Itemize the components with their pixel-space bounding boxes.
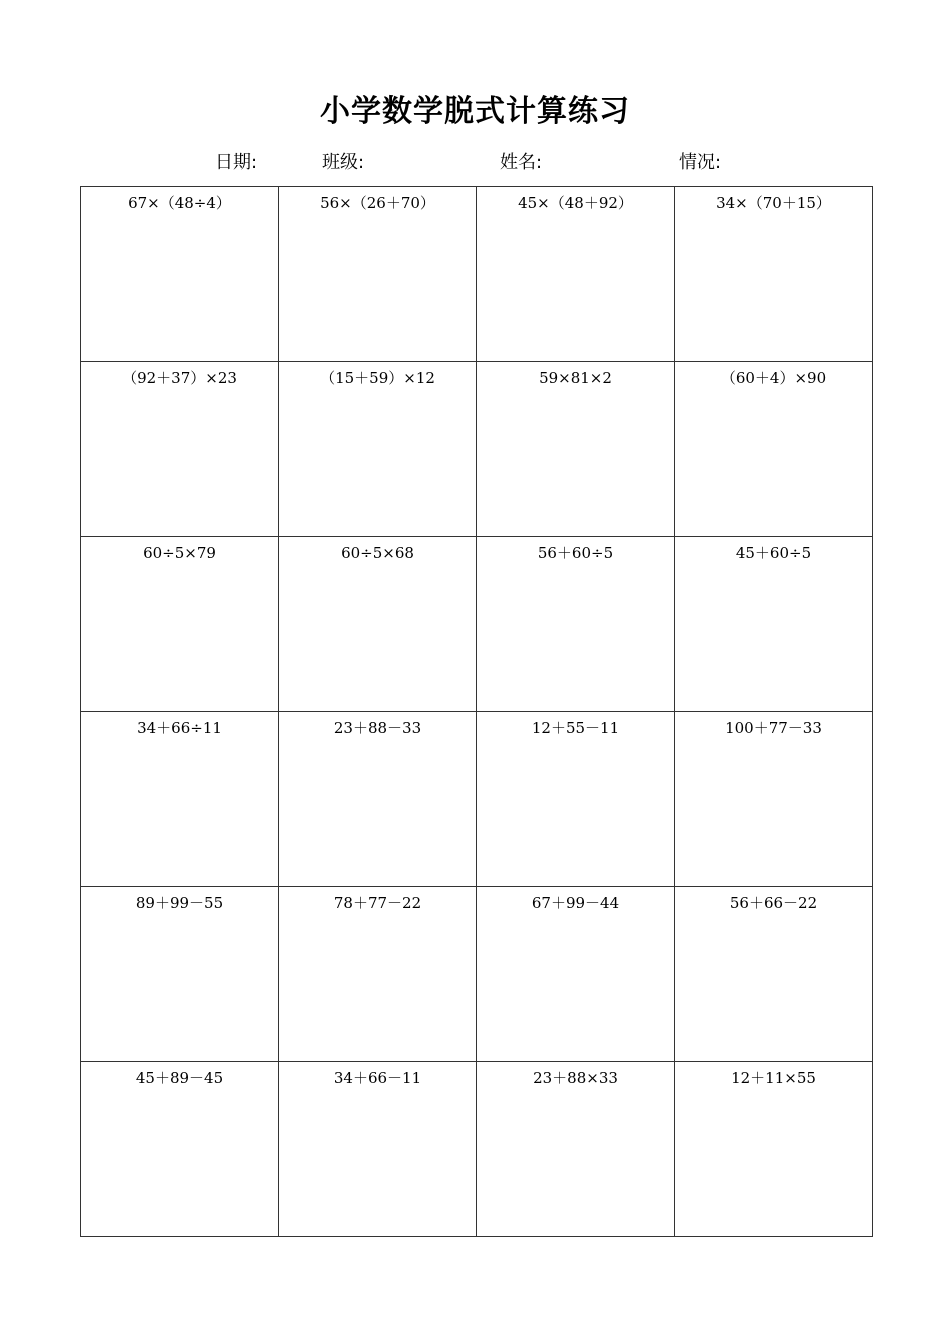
problem-text: 56×（26＋70）: [320, 194, 435, 212]
problem-cell[interactable]: [477, 362, 675, 537]
problem-text: 78＋77－22: [333, 894, 422, 912]
problem-row: [81, 1062, 873, 1237]
problem-cell[interactable]: [279, 537, 477, 712]
problem-text: 60÷5×68: [341, 544, 414, 562]
problem-row: [81, 187, 873, 362]
problem-text: 45＋89－45: [135, 1069, 224, 1087]
problem-text: 23＋88－33: [333, 719, 422, 737]
info-row: [0, 150, 950, 176]
problem-cell[interactable]: [477, 712, 675, 887]
problem-text: 12＋55－11: [531, 719, 620, 737]
problem-row: [81, 887, 873, 1062]
problem-text: 34＋66－11: [333, 1069, 422, 1087]
problem-cell[interactable]: [279, 887, 477, 1062]
problem-cell[interactable]: [279, 362, 477, 537]
date-label: 日期:: [215, 152, 258, 173]
problem-text: 12＋11×55: [731, 1069, 816, 1087]
problem-cell[interactable]: [675, 1062, 873, 1237]
problem-text: 34＋66÷11: [137, 719, 222, 737]
problem-text: 89＋99－55: [135, 894, 224, 912]
problem-text: 34×（70＋15）: [716, 194, 831, 212]
problem-cell[interactable]: [279, 1062, 477, 1237]
condition-label: 情况:: [679, 152, 722, 173]
problem-text: （15＋59）×12: [320, 369, 435, 387]
problem-cell[interactable]: [675, 187, 873, 362]
name-label: 姓名:: [500, 152, 543, 173]
problem-text: 23＋88×33: [533, 1069, 618, 1087]
problem-text: 67×（48÷4）: [128, 194, 231, 212]
problem-cell[interactable]: [675, 362, 873, 537]
problem-text: 45×（48＋92）: [518, 194, 633, 212]
problem-cell[interactable]: [477, 1062, 675, 1237]
problem-text: 56＋66－22: [729, 894, 818, 912]
problem-cell[interactable]: [477, 187, 675, 362]
problem-cell[interactable]: [81, 1062, 279, 1237]
problem-cell[interactable]: [81, 712, 279, 887]
problem-text: （92＋37）×23: [122, 369, 237, 387]
problem-row: [81, 712, 873, 887]
problem-cell[interactable]: [675, 537, 873, 712]
problem-grid: [80, 186, 873, 1237]
problem-text: 67＋99－44: [531, 894, 620, 912]
problem-cell[interactable]: [279, 712, 477, 887]
problem-cell[interactable]: [675, 887, 873, 1062]
problem-cell[interactable]: [81, 537, 279, 712]
problem-text: 100＋77－33: [725, 719, 822, 737]
problem-cell[interactable]: [477, 887, 675, 1062]
problem-cell[interactable]: [279, 187, 477, 362]
problem-cell[interactable]: [81, 187, 279, 362]
problem-row: [81, 362, 873, 537]
problem-row: [81, 537, 873, 712]
problem-cell[interactable]: [81, 362, 279, 537]
problem-text: 56＋60÷5: [537, 544, 614, 562]
problem-text: 59×81×2: [539, 369, 612, 387]
problem-text: 60÷5×79: [143, 544, 216, 562]
problem-cell[interactable]: [477, 537, 675, 712]
problem-cell[interactable]: [675, 712, 873, 887]
problem-text: （60＋4）×90: [720, 369, 827, 387]
problem-cell[interactable]: [81, 887, 279, 1062]
problem-text: 45＋60÷5: [735, 544, 812, 562]
page-title: 小学数学脱式计算练习: [320, 94, 630, 129]
class-label: 班级:: [322, 152, 365, 173]
